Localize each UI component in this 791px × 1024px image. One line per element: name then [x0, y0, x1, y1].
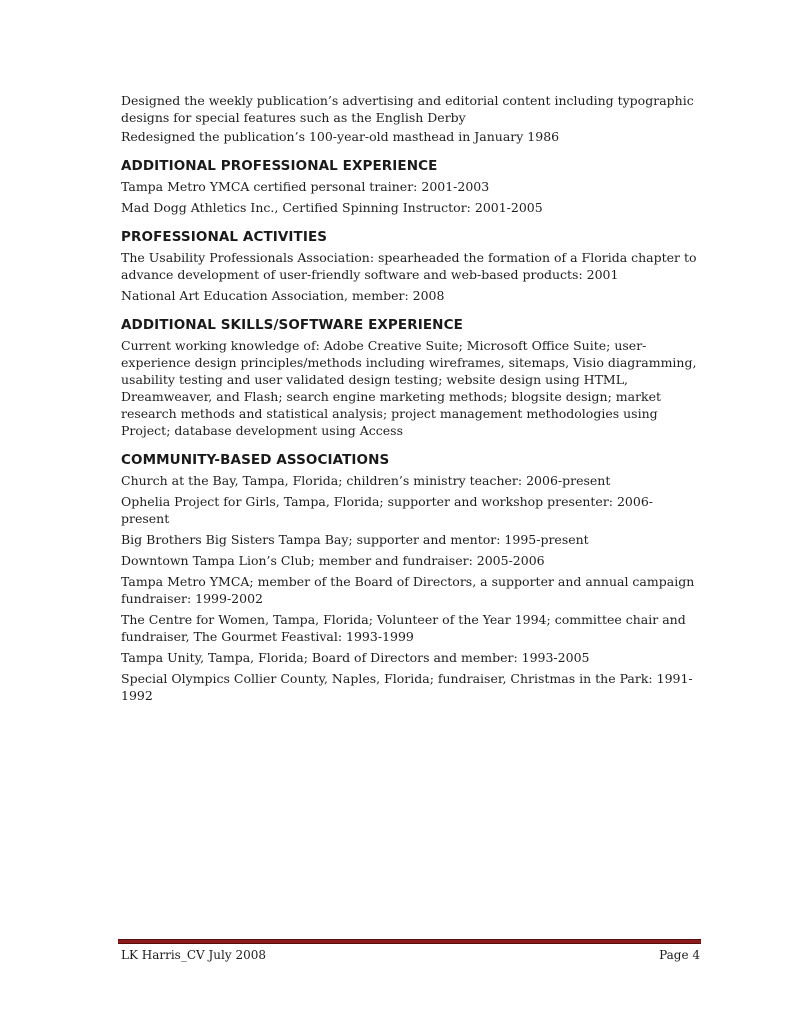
- list-item: Big Brothers Big Sisters Tampa Bay; supporter and mentor: 1995-present: [121, 532, 589, 547]
- footer-divider: [118, 939, 701, 944]
- list-item: Mad Dogg Athletics Inc., Certified Spinning Instructor: 2001-2005: [121, 200, 543, 215]
- list-item: The Usability Professionals Association: spearheaded the formation of a Florida chapter to advance development of user-friendly software and web-based products: 2001: [121, 250, 697, 282]
- section-heading: COMMUNITY-BASED ASSOCIATIONS: [121, 452, 390, 468]
- section-heading: ADDITIONAL PROFESSIONAL EXPERIENCE: [121, 158, 438, 174]
- section-heading: PROFESSIONAL ACTIVITIES: [121, 229, 328, 245]
- list-item: Tampa Unity, Tampa, Florida; Board of Directors and member: 1993-2005: [121, 650, 590, 665]
- list-item: Special Olympics Collier County, Naples, Florida; fundraiser, Christmas in the Park: 1991-1992: [121, 671, 693, 703]
- intro-paragraph-1: Designed the weekly publication’s advertising and editorial content including typographic designs for special features such as the English Derby: [121, 93, 694, 125]
- list-item: Ophelia Project for Girls, Tampa, Florida; supporter and workshop presenter: 2006-present: [121, 494, 654, 526]
- section-heading: ADDITIONAL SKILLS/SOFTWARE EXPERIENCE: [121, 317, 463, 333]
- page-content: [121, 92, 701, 708]
- footer-document-label: LK Harris_CV July 2008: [121, 948, 267, 962]
- intro-paragraph-2: Redesigned the publication’s 100-year-old masthead in January 1986: [121, 129, 560, 144]
- list-item: Current working knowledge of: Adobe Creative Suite; Microsoft Office Suite; user-experience design principles/methods including wireframes, sitemaps, Visio diagramming, usability testing and user validated design testing; website design using HTML, Dreamweaver, and Flash; search engine marketing methods; blogsite design; market research methods and statistical analysis; project management methodologies using Project; database development using Access: [121, 338, 697, 438]
- section-additional-professional-experience: [121, 157, 701, 216]
- section-community-based-associations: [121, 451, 701, 704]
- section-professional-activities: [121, 228, 701, 304]
- list-item: Church at the Bay, Tampa, Florida; children’s ministry teacher: 2006-present: [121, 473, 611, 488]
- list-item: Downtown Tampa Lion’s Club; member and fundraiser: 2005-2006: [121, 553, 545, 568]
- list-item: Tampa Metro YMCA; member of the Board of Directors, a supporter and annual campaign fundraiser: 1999-2002: [121, 574, 695, 606]
- list-item: The Centre for Women, Tampa, Florida; Volunteer of the Year 1994; committee chair and fundraiser, The Gourmet Feastival: 1993-1999: [121, 612, 686, 644]
- footer-page-number: Page 4: [659, 948, 700, 962]
- list-item: Tampa Metro YMCA certified personal trainer: 2001-2003: [121, 179, 490, 194]
- section-additional-skills: [121, 316, 701, 439]
- list-item: National Art Education Association, member: 2008: [121, 288, 445, 303]
